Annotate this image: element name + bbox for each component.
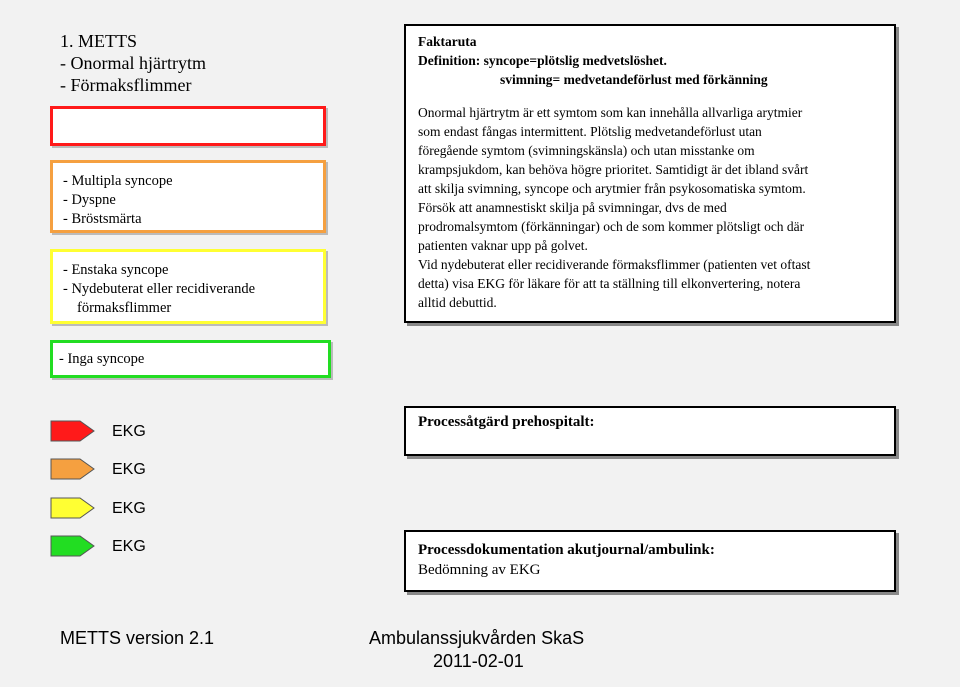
priority-red-box	[50, 106, 326, 146]
fact-line-4: krampsjukdom, kan behöva högre prioritet. Samtidigt är det ibland svårt	[418, 162, 809, 177]
fact-definition-1: Definition: syncope=plötslig medvetslöshet.	[418, 53, 667, 68]
priority-green-box	[50, 340, 331, 378]
priority-orange-box	[50, 160, 326, 233]
footer-date: 2011-02-01	[433, 651, 524, 671]
ekg-label-green: EKG	[112, 538, 146, 555]
fact-heading: Faktaruta	[418, 34, 477, 49]
ekg-label-red: EKG	[112, 423, 146, 440]
red-arrow-icon	[50, 417, 96, 445]
fact-line-7: prodromalsymtom (förkänningar) och de som kommer plötsligt och där	[418, 219, 805, 234]
yellow-criterion-1: - Enstaka syncope	[63, 262, 169, 278]
green-arrow-icon	[50, 532, 96, 560]
footer-version: METTS version 2.1	[60, 628, 215, 648]
process-documentation-box	[404, 530, 896, 592]
fact-line-2: som endast fångas intermittent. Plötslig medvetandeförlust utan	[418, 124, 762, 139]
page-title	[60, 30, 206, 96]
orange-arrow-icon	[50, 455, 96, 483]
arrow-green-row	[50, 532, 96, 560]
process-action-box	[404, 406, 896, 456]
title-line-1: 1. METTS	[60, 31, 138, 51]
fact-line-6: Försök att anamnestiskt skilja på svimningar, dvs de med	[418, 200, 727, 215]
orange-criterion-1: - Multipla syncope	[63, 173, 173, 189]
priority-yellow-box	[50, 249, 326, 324]
title-line-2: - Onormal hjärtrytm	[60, 53, 206, 73]
footer-organization: Ambulanssjukvården SkaS	[369, 628, 585, 648]
orange-criterion-2: - Dyspne	[63, 192, 116, 208]
orange-criterion-3: - Bröstsmärta	[63, 211, 142, 227]
fact-line-8: patienten vaknar upp på golvet.	[418, 238, 588, 253]
title-line-3: - Förmaksflimmer	[60, 75, 192, 95]
ekg-label-orange: EKG	[112, 461, 146, 478]
fact-line-5: att skilja svimning, syncope och arytmier från psykosomatiska symtom.	[418, 181, 806, 196]
process-doc-label: Processdokumentation akutjournal/ambulink:	[418, 542, 715, 558]
fact-definition-2: svimning= medvetandeförlust med förkänning	[500, 72, 768, 87]
process-doc-value: Bedömning av EKG	[418, 562, 541, 578]
green-criterion-1: - Inga syncope	[59, 351, 145, 367]
fact-line-9: Vid nydebuterat eller recidiverande förmaksflimmer (patienten vet oftast	[418, 257, 811, 272]
ekg-label-yellow: EKG	[112, 500, 146, 517]
yellow-arrow-icon	[50, 494, 96, 522]
fact-line-10: detta) visa EKG för läkare för att ta ställning till elkonvertering, notera	[418, 276, 801, 291]
fact-line-1: Onormal hjärtrytm är ett symtom som kan innehålla allvarliga arytmier	[418, 105, 803, 120]
fact-box	[404, 24, 896, 323]
fact-line-11: alltid debuttid.	[418, 295, 497, 310]
process-action-label: Processåtgärd prehospitalt:	[418, 414, 595, 430]
arrow-orange-row	[50, 455, 96, 483]
yellow-criterion-2-cont: förmaksflimmer	[77, 300, 172, 316]
yellow-criterion-2: - Nydebuterat eller recidiverande	[63, 281, 256, 297]
fact-line-3: föregående symtom (svimningskänsla) och utan misstanke om	[418, 143, 755, 158]
arrow-yellow-row	[50, 494, 96, 522]
arrow-red-row	[50, 417, 96, 445]
